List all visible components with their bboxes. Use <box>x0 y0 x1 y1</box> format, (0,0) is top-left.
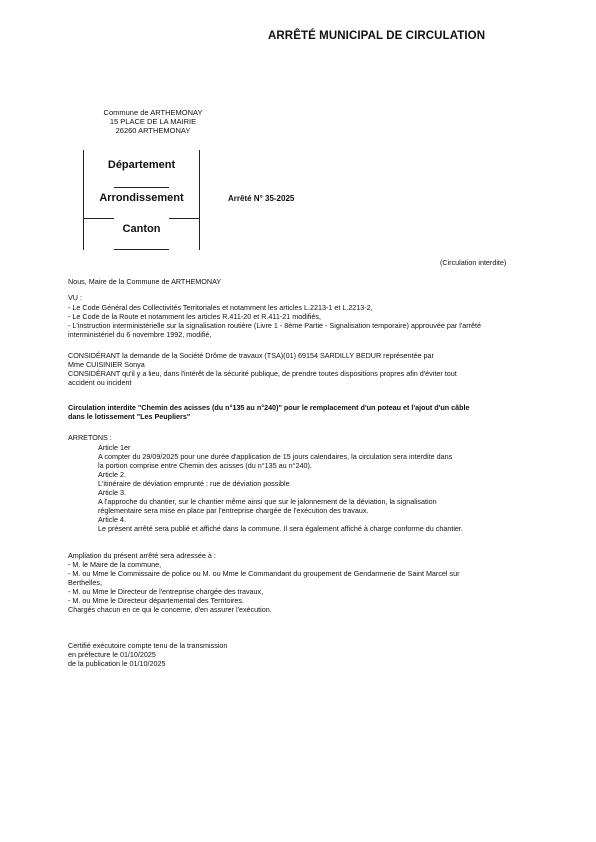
divider <box>84 218 114 219</box>
divider <box>114 249 169 250</box>
vu-item: interministériel du 6 novembre 1992, modifié, <box>68 330 212 339</box>
document-title: ARRÊTÉ MUNICIPAL DE CIRCULATION <box>268 30 486 42</box>
departement-label: Département <box>107 159 176 171</box>
divider <box>114 187 169 188</box>
considerant-line: CONSIDÉRANT la demande de la Société Drôme de travaux (TSA)(01) 69154 SARDILLY BEDUR représentée par <box>68 351 434 360</box>
vu-label: VU : <box>68 293 82 302</box>
objet-line: Circulation interdite "Chemin des acisses (du n°135 au n°240)" pour le remplacement d'un poteau et l'ajout d'un câble <box>68 403 470 412</box>
certification-line: de la publication le 01/10/2025 <box>68 659 166 668</box>
vu-item: - Le Code Général des Collectivités Territoriales et notamment les articles L.2213-1 et L.2213-2, <box>68 303 373 312</box>
considerant-line: CONSIDÉRANT qu'il y a lieu, dans l'intérêt de la sécurité publique, de prendre toutes dispositions propres afin d'éviter tout <box>68 369 457 378</box>
divider <box>169 218 199 219</box>
article-text: Le présent arrêté sera publié et affiché dans la commune. Il sera également affiché à charge conforme du chantier. <box>98 524 463 533</box>
arrondissement-label: Arrondissement <box>99 192 184 204</box>
article-text: réglementaire sera mise en place par l'entreprise chargée de l'exécution des travaux. <box>98 506 369 515</box>
article-heading: Article 1er <box>98 443 131 452</box>
articles <box>98 443 528 533</box>
article-heading: Article 2. <box>98 470 126 479</box>
vu-list <box>68 303 528 339</box>
ampliation-line: - M. ou Mme le Directeur départemental des Territoires. <box>68 596 245 605</box>
vu-item: - Le Code de la Route et notamment les articles R.411-20 et R.411-21 modifiés, <box>68 312 322 321</box>
objet <box>68 403 528 421</box>
considerants <box>68 351 528 387</box>
certification-line: en préfecture le 01/10/2025 <box>68 650 156 659</box>
ampliation-line: - M. le Maire de la commune, <box>68 560 162 569</box>
ampliation-line: Berthelles, <box>68 578 102 587</box>
ampliation-line: - M. ou Mme le Directeur de l'entreprise chargée des travaux, <box>68 587 264 596</box>
commune-street: 15 PLACE DE LA MAIRIE <box>109 117 197 126</box>
vu-item: - L'instruction interministérielle sur la signalisation routière (Livre 1 - 8ème Partie - Signalisation temporaire) approuvée par l'arrêté <box>68 321 482 330</box>
article-text: la portion comprise entre Chemin des acisses (du n°135 au n°240). <box>98 461 312 470</box>
considerant-line: Mme CUISINIER Sonya <box>68 360 145 369</box>
arretons-label: ARRETONS : <box>68 433 112 442</box>
ampliation-line: Chargés chacun en ce qui le concerne, d'en assurer l'exécution. <box>68 605 272 614</box>
ampliation-line: - M. ou Mme le Commissaire de police ou M. ou Mme le Commandant du groupement de Gendarmerie de Saint Marcel sur <box>68 569 460 578</box>
article-heading: Article 3. <box>98 488 126 497</box>
commune-address <box>88 108 218 135</box>
arrete-number: Arrêté N° 35-2025 <box>228 194 295 203</box>
admin-box <box>83 150 200 250</box>
ampliation-line: Ampliation du présent arrêté sera adressée à : <box>68 551 216 560</box>
ampliation <box>68 551 528 614</box>
commune-city: 26260 ARTHEMONAY <box>115 126 191 135</box>
certification-line: Certifié exécutoire compte tenu de la transmission <box>68 641 228 650</box>
article-heading: Article 4. <box>98 515 126 524</box>
certification <box>68 641 368 668</box>
canton-label: Canton <box>122 223 161 235</box>
commune-name: Commune de ARTHEMONAY <box>103 108 203 117</box>
subject-tag: (Circulation interdite) <box>440 258 507 267</box>
article-text: A l'approche du chantier, sur le chantier même ainsi que sur le jalonnement de la déviation, la signalisation <box>98 497 437 506</box>
article-text: L'itinéraire de déviation emprunté : rue de déviation possible <box>98 479 290 488</box>
considerant-line: accident ou incident <box>68 378 132 387</box>
objet-line: dans le lotissement "Les Peupliers" <box>68 412 191 421</box>
intro-text: Nous, Maire de la Commune de ARTHEMONAY <box>68 277 222 286</box>
article-text: A compter du 29/09/2025 pour une durée d'application de 15 jours calendaires, la circulation sera interdite dans <box>98 452 453 461</box>
